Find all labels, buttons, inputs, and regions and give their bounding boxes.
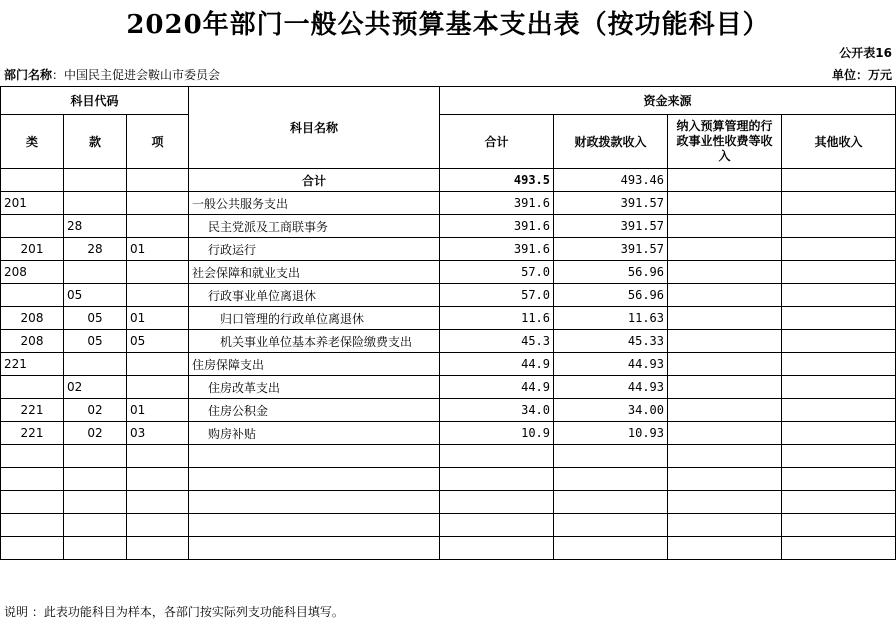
code-lei-cell: 201 (1, 238, 64, 261)
admin-fees-cell (668, 261, 782, 284)
subject-name-cell: 合计 (189, 169, 440, 192)
subject-name-cell: 住房改革支出 (189, 376, 440, 399)
total-cell: 45.3 (440, 330, 554, 353)
empty-cell (1, 468, 64, 491)
code-kuan-cell: 05 (64, 307, 127, 330)
empty-cell (189, 468, 440, 491)
budget-table (0, 86, 896, 560)
table-row (1, 422, 896, 445)
code-lei-cell: 221 (1, 422, 64, 445)
fiscal-cell: 56.96 (554, 261, 668, 284)
admin-fees-cell (668, 376, 782, 399)
empty-cell (64, 445, 127, 468)
fiscal-cell: 391.57 (554, 215, 668, 238)
subject-name-cell: 住房公积金 (189, 399, 440, 422)
header-other: 其他收入 (782, 115, 896, 169)
admin-fees-cell (668, 307, 782, 330)
code-xiang-cell: 01 (127, 238, 189, 261)
header-xiang: 项 (127, 115, 189, 169)
subject-name-cell: 购房补贴 (189, 422, 440, 445)
table-row (1, 307, 896, 330)
table-row (1, 192, 896, 215)
table-row (1, 353, 896, 376)
footnote: 说明 ：此表功能科目为样本，各部门按实际列支功能科目填写。 (4, 605, 344, 619)
empty-cell (554, 491, 668, 514)
table-row (1, 261, 896, 284)
empty-cell (1, 445, 64, 468)
code-xiang-cell (127, 261, 189, 284)
header-source: 资金来源 (440, 87, 896, 115)
code-xiang-cell: 01 (127, 399, 189, 422)
empty-cell (668, 468, 782, 491)
header-kuan: 款 (64, 115, 127, 169)
empty-row (1, 514, 896, 537)
code-xiang-cell: 01 (127, 307, 189, 330)
empty-cell (64, 514, 127, 537)
total-cell: 10.9 (440, 422, 554, 445)
fiscal-cell: 44.93 (554, 353, 668, 376)
empty-cell (64, 537, 127, 560)
table-row (1, 399, 896, 422)
subject-name-cell: 归口管理的行政单位离退休 (189, 307, 440, 330)
fiscal-cell: 45.33 (554, 330, 668, 353)
code-xiang-cell (127, 353, 189, 376)
empty-cell (189, 491, 440, 514)
header-total: 合计 (440, 115, 554, 169)
fiscal-cell: 10.93 (554, 422, 668, 445)
department-line: 部门名称：中国民主促进会鞍山市委员会 (4, 68, 221, 82)
empty-cell (1, 537, 64, 560)
empty-cell (127, 491, 189, 514)
code-lei-cell: 201 (1, 192, 64, 215)
code-xiang-cell (127, 284, 189, 307)
header-fiscal: 财政拨款收入 (554, 115, 668, 169)
code-kuan-cell (64, 261, 127, 284)
table-row (1, 330, 896, 353)
table-row (1, 376, 896, 399)
code-xiang-cell (127, 376, 189, 399)
table-number: 公开表16 (839, 46, 892, 60)
fiscal-cell: 11.63 (554, 307, 668, 330)
admin-fees-cell (668, 169, 782, 192)
code-lei-cell: 208 (1, 307, 64, 330)
subject-name-cell: 一般公共服务支出 (189, 192, 440, 215)
empty-cell (782, 537, 896, 560)
empty-cell (189, 537, 440, 560)
subject-name-cell: 行政运行 (189, 238, 440, 261)
code-kuan-cell: 02 (64, 399, 127, 422)
empty-cell (668, 445, 782, 468)
code-kuan-cell: 02 (64, 376, 127, 399)
empty-cell (440, 514, 554, 537)
code-xiang-cell (127, 192, 189, 215)
admin-fees-cell (668, 192, 782, 215)
empty-cell (1, 491, 64, 514)
empty-cell (189, 514, 440, 537)
empty-cell (782, 468, 896, 491)
empty-cell (1, 514, 64, 537)
code-kuan-cell: 28 (64, 215, 127, 238)
total-cell: 44.9 (440, 353, 554, 376)
table-row (1, 284, 896, 307)
code-lei-cell (1, 169, 64, 192)
fiscal-cell: 391.57 (554, 192, 668, 215)
code-kuan-cell: 02 (64, 422, 127, 445)
empty-cell (554, 537, 668, 560)
total-cell: 44.9 (440, 376, 554, 399)
department-label: 部门名称 (4, 68, 53, 82)
other-income-cell (782, 215, 896, 238)
empty-cell (668, 537, 782, 560)
code-xiang-cell: 05 (127, 330, 189, 353)
other-income-cell (782, 422, 896, 445)
empty-row (1, 445, 896, 468)
table-row (1, 215, 896, 238)
code-lei-cell: 221 (1, 353, 64, 376)
empty-cell (668, 514, 782, 537)
other-income-cell (782, 307, 896, 330)
empty-cell (440, 537, 554, 560)
subject-name-cell: 行政事业单位离退休 (189, 284, 440, 307)
other-income-cell (782, 376, 896, 399)
other-income-cell (782, 238, 896, 261)
subject-name-cell: 住房保障支出 (189, 353, 440, 376)
code-xiang-cell (127, 215, 189, 238)
empty-cell (554, 468, 668, 491)
total-cell: 391.6 (440, 238, 554, 261)
empty-cell (64, 468, 127, 491)
other-income-cell (782, 261, 896, 284)
empty-row (1, 537, 896, 560)
code-kuan-cell: 05 (64, 284, 127, 307)
total-cell: 391.6 (440, 192, 554, 215)
code-lei-cell: 208 (1, 261, 64, 284)
admin-fees-cell (668, 284, 782, 307)
admin-fees-cell (668, 399, 782, 422)
empty-cell (440, 468, 554, 491)
admin-fees-cell (668, 422, 782, 445)
admin-fees-cell (668, 238, 782, 261)
total-cell: 11.6 (440, 307, 554, 330)
empty-row (1, 491, 896, 514)
code-kuan-cell: 05 (64, 330, 127, 353)
empty-cell (782, 445, 896, 468)
code-xiang-cell (127, 169, 189, 192)
total-cell: 493.5 (440, 169, 554, 192)
other-income-cell (782, 330, 896, 353)
code-xiang-cell: 03 (127, 422, 189, 445)
empty-cell (554, 514, 668, 537)
header-name: 科目名称 (189, 87, 440, 169)
total-cell: 57.0 (440, 261, 554, 284)
header-lei: 类 (1, 115, 64, 169)
code-lei-cell: 208 (1, 330, 64, 353)
unit-label: 单位：万元 (831, 68, 892, 82)
fiscal-cell: 391.57 (554, 238, 668, 261)
empty-cell (554, 445, 668, 468)
empty-cell (668, 491, 782, 514)
total-cell: 391.6 (440, 215, 554, 238)
empty-cell (127, 445, 189, 468)
code-kuan-cell (64, 192, 127, 215)
other-income-cell (782, 284, 896, 307)
admin-fees-cell (668, 215, 782, 238)
empty-cell (127, 514, 189, 537)
empty-cell (782, 491, 896, 514)
total-cell: 57.0 (440, 284, 554, 307)
admin-fees-cell (668, 353, 782, 376)
fiscal-cell: 56.96 (554, 284, 668, 307)
code-kuan-cell (64, 353, 127, 376)
subject-name-cell: 社会保障和就业支出 (189, 261, 440, 284)
other-income-cell (782, 399, 896, 422)
fiscal-cell: 34.00 (554, 399, 668, 422)
subject-name-cell: 机关事业单位基本养老保险缴费支出 (189, 330, 440, 353)
empty-row (1, 468, 896, 491)
code-lei-cell (1, 284, 64, 307)
header-code: 科目代码 (1, 87, 189, 115)
other-income-cell (782, 169, 896, 192)
header-admin-fees: 纳入预算管理的行政事业性收费等收入 (668, 115, 782, 169)
other-income-cell (782, 192, 896, 215)
subject-name-cell: 民主党派及工商联事务 (189, 215, 440, 238)
code-lei-cell (1, 215, 64, 238)
empty-cell (64, 491, 127, 514)
empty-cell (127, 537, 189, 560)
code-lei-cell: 221 (1, 399, 64, 422)
total-cell: 34.0 (440, 399, 554, 422)
table-row (1, 169, 896, 192)
page-title: 2020年部门一般公共预算基本支出表（按功能科目） (126, 10, 770, 40)
empty-cell (127, 468, 189, 491)
table-row (1, 238, 896, 261)
fiscal-cell: 493.46 (554, 169, 668, 192)
code-kuan-cell: 28 (64, 238, 127, 261)
fiscal-cell: 44.93 (554, 376, 668, 399)
empty-cell (782, 514, 896, 537)
department-name: 中国民主促进会鞍山市委员会 (64, 68, 221, 82)
admin-fees-cell (668, 330, 782, 353)
other-income-cell (782, 353, 896, 376)
empty-cell (440, 491, 554, 514)
empty-cell (189, 445, 440, 468)
code-lei-cell (1, 376, 64, 399)
empty-cell (440, 445, 554, 468)
code-kuan-cell (64, 169, 127, 192)
